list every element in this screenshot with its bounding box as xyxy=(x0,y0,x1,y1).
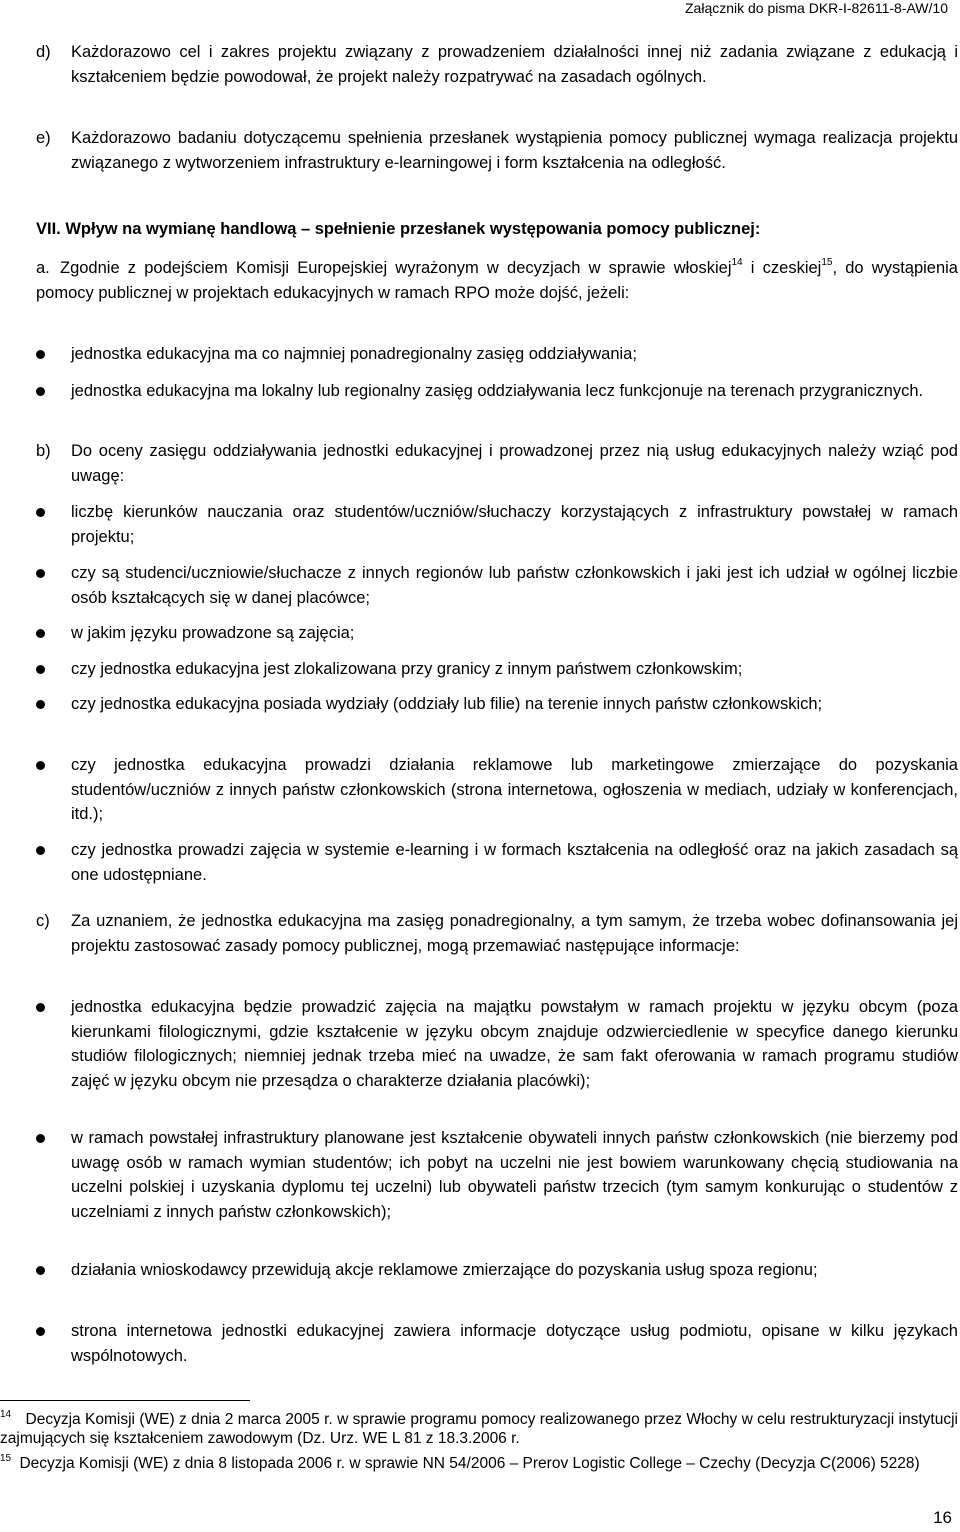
list-item xyxy=(36,1258,958,1283)
list-item xyxy=(36,995,958,1093)
bullet-icon xyxy=(36,700,45,709)
list-item xyxy=(36,838,958,887)
list-item-text: działania wnioskodawcy przewidują akcje reklamowe zmierzające do pozyskania usług spoza regionu; xyxy=(71,1261,818,1279)
footnote xyxy=(0,1410,958,1448)
list-item xyxy=(36,379,958,404)
bullet-icon xyxy=(36,1327,45,1336)
bullet-icon xyxy=(36,665,45,674)
footnote-number: 14 xyxy=(0,1409,12,1420)
para-c-label: c) xyxy=(36,912,50,930)
page-header: Załącznik do pisma DKR-I-82611-8-AW/10 xyxy=(685,0,948,16)
bullet-icon xyxy=(36,629,45,638)
list-item-text: czy jednostka edukacyjna jest zlokalizowana przy granicy z innym państwem członkowskim; xyxy=(71,660,743,678)
bullet-icon xyxy=(36,350,45,359)
bullet-icon xyxy=(36,846,45,855)
list-item-text: czy jednostka edukacyjna prowadzi działania reklamowe lub marketingowe zmierzające do pozyskania studentów/uczniów z innych państw członkowskich (strona internetowa, ogłoszenia w mediach, udziały w konferencjach, itd.); xyxy=(71,756,958,823)
para-c-text: Za uznaniem, że jednostka edukacyjna ma zasięg ponadregionalny, a tym samym, że trzeba wobec dofinansowania jej projektu zastosować zasady pomocy publicznej, mogą przemawiać następujące informacje: xyxy=(71,912,958,955)
list-item-text: jednostka edukacyjna będzie prowadzić zajęcia na majątku powstałym w ramach projektu w języku obcym (poza kierunkami filologicznymi, gdzie kształcenie w języku obcym znajduje odzwierciedlenie w specyfice danego kierunku studiów filologicznych; niemniej jednak trzeba mieć na uwadze, że sam fakt oferowania w ramach programu studiów zajęć w języku obcym nie przesądza o charakterze działania placówki); xyxy=(71,998,958,1090)
footnote-text: Decyzja Komisji (WE) z dnia 2 marca 2005 r. w sprawie programu pomocy realizowanego przez Włochy w celu restrukturyzacji instytucji zajmujących się kształceniem zawodowym (Dz. Urz. WE L 81 z 18.3.2006 r. xyxy=(0,1411,958,1447)
list-item-text: czy jednostka edukacyjna posiada wydziały (oddziały lub filie) na terenie innych państw członkowskich; xyxy=(71,695,823,713)
bullet-icon xyxy=(36,569,45,578)
para-a-text-1: Zgodnie z podejściem Komisji Europejskiej wyrażonym w decyzjach w sprawie włoskiej xyxy=(60,259,732,277)
item-d-text: Każdorazowo cel i zakres projektu związany z prowadzeniem działalności innej niż zadania związane z edukacją i kształceniem będzie powodował, że projekt należy rozpatrywać na zasadach ogólnych. xyxy=(71,43,958,86)
bullet-icon xyxy=(36,387,45,396)
section-heading: VII. Wpływ na wymianę handlową – spełnienie przesłanek występowania pomocy publicznej: xyxy=(36,220,761,238)
bullet-icon xyxy=(36,761,45,770)
footnote-text: Decyzja Komisji (WE) z dnia 8 listopada 2006 r. w sprawie NN 54/2006 – Prerov Logistic College – Czechy (Decyzja C(2006) 5228) xyxy=(19,1455,920,1472)
list-item xyxy=(36,657,958,682)
list-item xyxy=(36,561,958,610)
footnote-ref-14: 14 xyxy=(731,257,743,268)
item-d-label: d) xyxy=(36,43,51,61)
list-item-text: czy jednostka prowadzi zajęcia w systemie e-learning i w formach kształcenia na odległość oraz na jakich zasadach są one udostępniane. xyxy=(71,841,958,884)
list-item-text: jednostka edukacyjna ma lokalny lub regionalny zasięg oddziaływania lecz funkcjonuje na terenach przygranicznych. xyxy=(71,382,924,400)
para-a xyxy=(36,256,958,305)
item-e-text: Każdorazowo badaniu dotyczącemu spełnienia przesłanek wystąpienia pomocy publicznej wymaga realizacja projektu związanego z wytworzeniem infrastruktury e-learningowej i form kształcenia na odległość. xyxy=(71,129,958,172)
bullet-icon xyxy=(36,1266,45,1275)
para-a-text xyxy=(36,256,958,305)
list-item xyxy=(36,500,958,549)
item-e-label: e) xyxy=(36,129,51,147)
para-b xyxy=(36,439,958,488)
list-item-text: liczbę kierunków nauczania oraz studentów/uczniów/słuchaczy korzystających z infrastruktury powstałej w ramach projektu; xyxy=(71,503,958,546)
para-b-label: b) xyxy=(36,442,51,460)
list-item-text: czy są studenci/uczniowie/słuchacze z innych regionów lub państw członkowskich i jaki jest ich udział w ogólnej liczbie osób kształcących się w danej placówce; xyxy=(71,564,958,607)
para-a-text-2: i czeskiej xyxy=(742,259,822,277)
list-item-text: w ramach powstałej infrastruktury planowane jest kształcenie obywateli innych państw członkowskich (nie bierzemy pod uwagę osób w ramach wymian studentów; ich pobyt na uczelni nie jest bowiem warunkowany chęcią studiowania na uczelni polskiej i uzyskania dyplomu tej uczelni) lub obywateli państw trzecich (tym samym konkurując o studentów z uczelniami z innych państw członkowskich); xyxy=(71,1129,958,1221)
list-item-text: jednostka edukacyjna ma co najmniej ponadregionalny zasięg oddziaływania; xyxy=(71,345,637,363)
footnote-ref-15: 15 xyxy=(821,257,833,268)
item-d xyxy=(36,40,958,89)
list-item xyxy=(36,1126,958,1224)
bullet-icon xyxy=(36,1134,45,1143)
para-b-text: Do oceny zasięgu oddziaływania jednostki edukacyjnej i prowadzonej przez nią usług edukacyjnych należy wziąć pod uwagę: xyxy=(71,442,958,485)
list-item xyxy=(36,692,958,717)
footnote xyxy=(0,1454,958,1473)
bullet-icon xyxy=(36,1003,45,1012)
list-item xyxy=(36,621,958,646)
list-item-text: w jakim języku prowadzone są zajęcia; xyxy=(71,624,355,642)
bullet-icon xyxy=(36,508,45,517)
footnote-separator xyxy=(0,1400,250,1401)
list-item xyxy=(36,753,958,827)
list-item-text: strona internetowa jednostki edukacyjnej zawiera informacje dotyczące usług podmiotu, opisane w kilku językach wspólnotowych. xyxy=(71,1322,958,1365)
list-item xyxy=(36,1319,958,1368)
para-a-label: a. xyxy=(36,259,50,277)
page-number: 16 xyxy=(933,1508,952,1527)
item-e xyxy=(36,126,958,175)
list-item xyxy=(36,342,958,367)
footnote-number: 15 xyxy=(0,1453,12,1464)
para-a-text-3: , do wystąpienia pomocy publicznej w projektach edukacyjnych w ramach RPO może dojść, jeżeli: xyxy=(36,259,958,302)
para-c xyxy=(36,909,958,958)
